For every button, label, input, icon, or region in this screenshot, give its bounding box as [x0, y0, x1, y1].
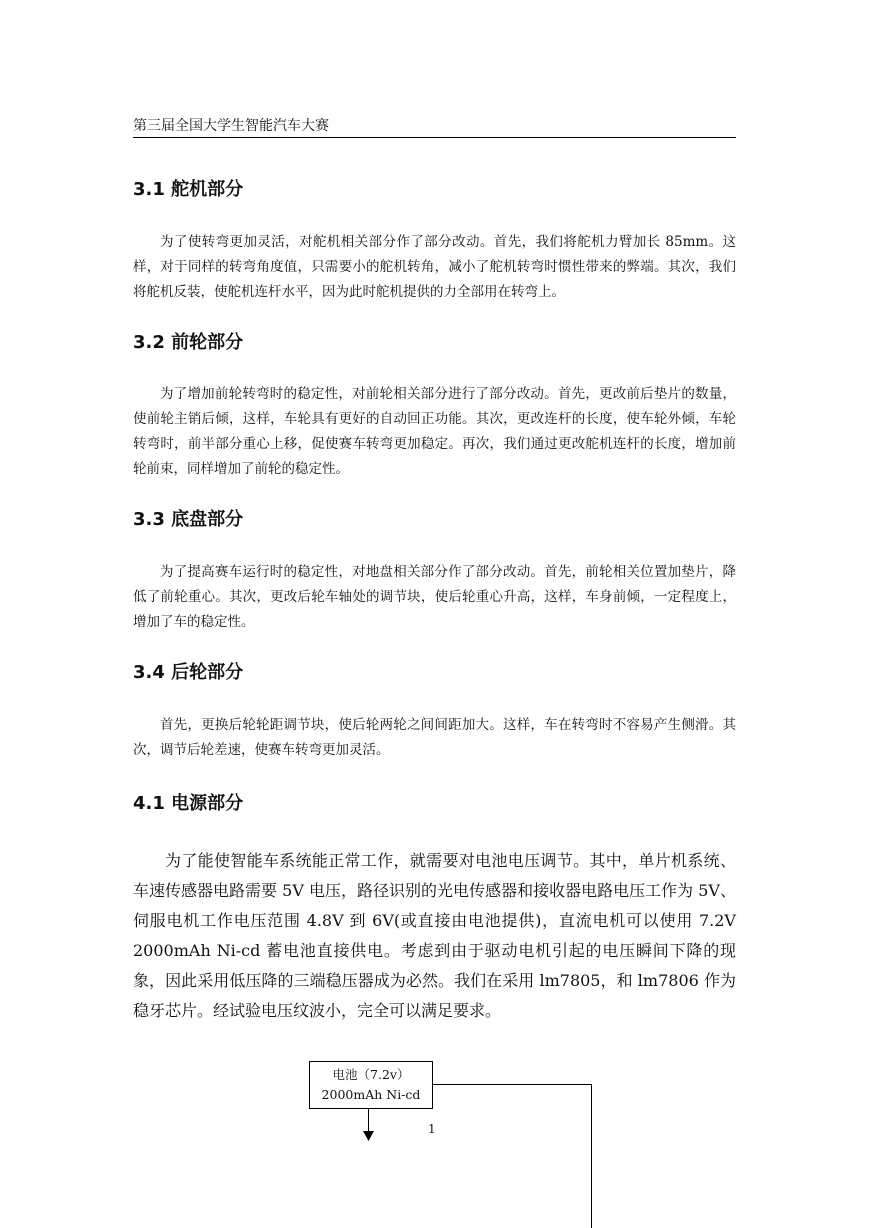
connector-vertical-right: [591, 1084, 592, 1228]
battery-box: [309, 1061, 433, 1109]
battery-label-voltage: 电池（7.2v）: [332, 1067, 410, 1082]
section-heading-3-1: 3.1 舵机部分: [133, 179, 244, 200]
section-body-3-3: 为了提高赛车运行时的稳定性，对地盘相关部分作了部分改动。首先，前轮相关位置加垫片，降低了前轮重心。其次，更改后轮车轴处的调节块，使后轮重心升高，这样，车身前倾，一定程度上，增加了车的稳定性。: [133, 564, 736, 630]
section-heading-3-4: 3.4 后轮部分: [133, 662, 244, 683]
section-heading-3-3: 3.3 底盘部分: [133, 509, 244, 530]
section-body-3-4: 首先，更换后轮轮距调节块，使后轮两轮之间间距加大。这样，车在转弯时不容易产生侧滑。其次，调节后轮差速，使赛车转弯更加灵活。: [133, 717, 736, 758]
page-number: 1: [428, 1122, 436, 1136]
section-body-3-1: 为了使转弯更加灵活，对舵机相关部分作了部分改动。首先，我们将舵机力臂加长 85mm。这样，对于同样的转弯角度值，只需要小的舵机转角，减小了舵机转弯时惯性带来的弊端。其次，我们将舵机反装，使舵机连杆水平，因为此时舵机提供的力全部用在转弯上。: [133, 234, 736, 300]
connector-horizontal: [432, 1084, 592, 1085]
page-header: 第三届全国大学生智能汽车大赛: [133, 118, 329, 134]
battery-label-capacity: 2000mAh Ni-cd: [321, 1087, 421, 1102]
section-body-3-2: 为了增加前轮转弯时的稳定性，对前轮相关部分进行了部分改动。首先，更改前后垫片的数量，使前轮主销后倾，这样，车轮具有更好的自动回正功能。其次，更改连杆的长度，使车轮外倾，车轮转弯时，前半部分重心上移，促使赛车转弯更加稳定。再次，我们通过更改舵机连杆的长度，增加前轮前束，同样增加了前轮的稳定性。: [133, 386, 736, 477]
arrow-down-icon: [363, 1131, 374, 1141]
section-body-4-1: 为了能使智能车系统能正常工作，就需要对电池电压调节。其中，单片机系统、车速传感器电路需要 5V 电压，路径识别的光电传感器和接收器电路电压工作为 5V、伺服电机工作电压范围 4.8V 到 6V(或直接由电池提供)，直流电机可以使用 7.2V 2000mAh Ni-cd 蓄电池直接供电。考虑到由于驱动电机引起的电压瞬间下降的现象，因此采用低压降的三端稳压器成为必然。我们在采用 lm7805，和 lm7806 作为稳牙芯片。经试验电压纹波小，完全可以满足要求。: [133, 851, 736, 1020]
header-rule: [133, 137, 736, 138]
section-heading-4-1: 4.1 电源部分: [133, 793, 244, 814]
section-heading-3-2: 3.2 前轮部分: [133, 332, 244, 353]
